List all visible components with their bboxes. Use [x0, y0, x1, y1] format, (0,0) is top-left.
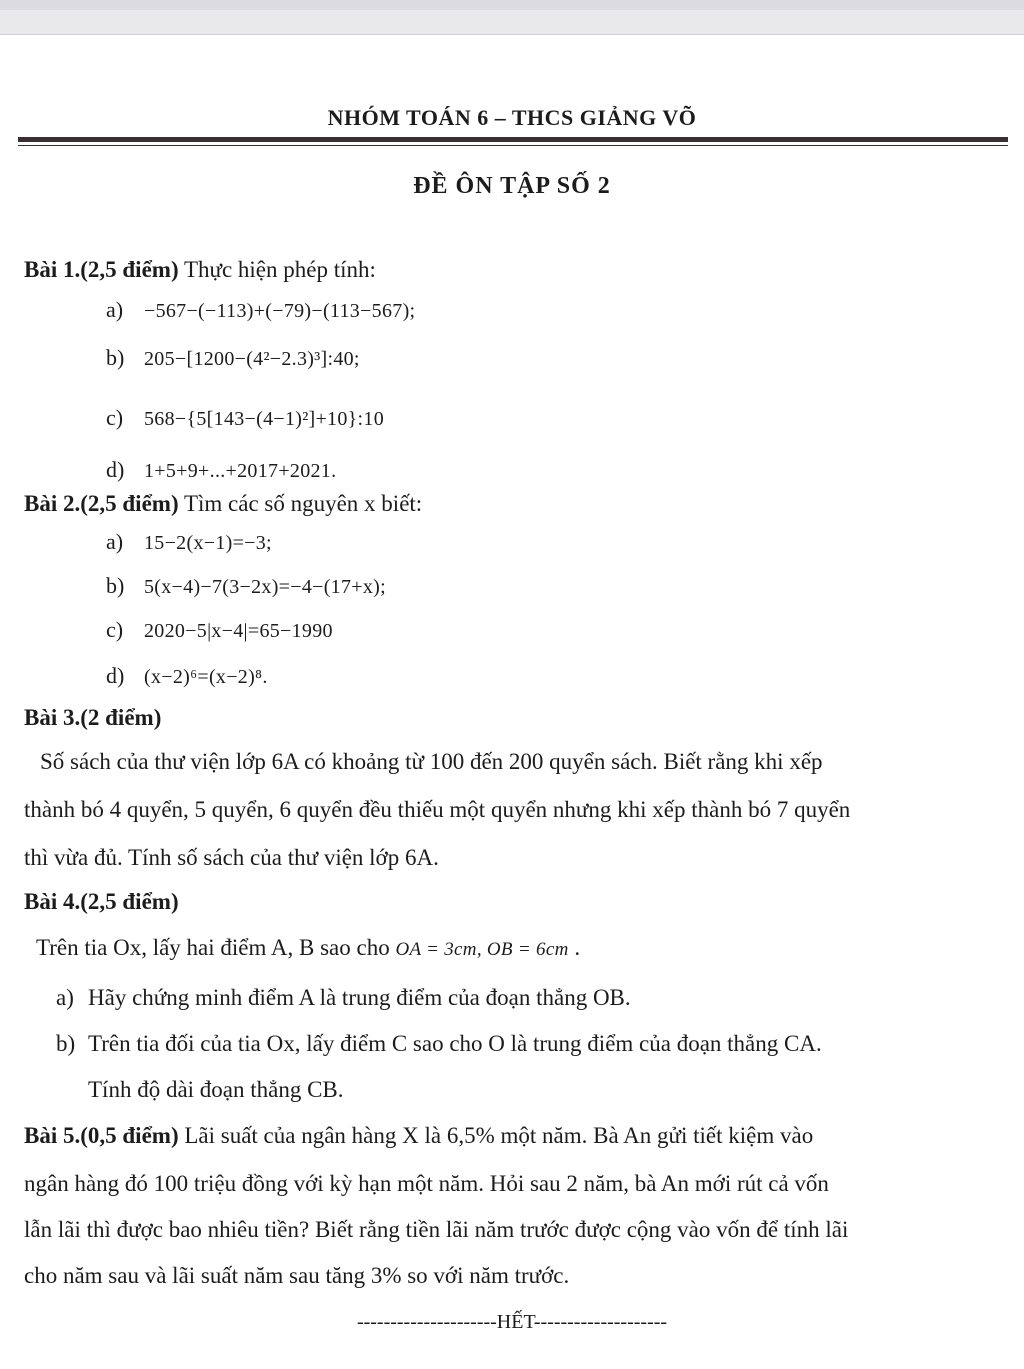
item-text: Hãy chứng minh điểm A là trung điểm của đoạn thẳng OB. [88, 985, 631, 1010]
bai5-heading: Bài 5.(0,5 điểm) [24, 1123, 179, 1148]
bai2-item-d [106, 663, 268, 689]
end-marker: ---------------------HẾT-------------------- [356, 1311, 668, 1333]
bai5-line-1 [24, 1123, 813, 1149]
item-label: c) [106, 405, 124, 430]
bai2-heading-line [24, 491, 422, 517]
bai1-prompt: Thực hiện phép tính: [178, 257, 376, 282]
bai2-prompt: Tìm các số nguyên x biết: [178, 491, 423, 516]
group-header: NHÓM TOÁN 6 – THCS GIẢNG VÕ [327, 105, 697, 130]
bai4-intro-text: Trên tia Ox, lấy hai điểm A, B sao cho [36, 935, 396, 960]
bai3-line-3: thì vừa đủ. Tính số sách của thư viện lớp 6A. [24, 845, 439, 870]
bai4-intro-math: OA = 3cm, OB = 6cm [395, 939, 569, 960]
bai5-line-3: lẫn lãi thì được bao nhiêu tiền? Biết rằng tiền lãi năm trước được cộng vào vốn để tính lãi [24, 1217, 849, 1242]
header-rule-thick [18, 137, 1008, 142]
bai3-line-2: thành bó 4 quyển, 5 quyển, 6 quyển đều thiếu một quyển nhưng khi xếp thành bó 7 quyển [24, 797, 851, 822]
exam-title: ĐỀ ÔN TẬP SỐ 2 [413, 173, 611, 199]
bai1-heading-line [24, 257, 376, 283]
bai1-item-c [106, 405, 384, 431]
item-label: d) [106, 663, 125, 688]
bai2-heading: Bài 2.(2,5 điểm) [24, 491, 179, 516]
bai1-item-b [106, 345, 360, 371]
item-expression: 5(x−4)−7(3−2x)=−4−(17+x); [144, 576, 386, 598]
item-expression: 2020−5|x−4|=65−1990 [144, 620, 333, 642]
bai4-item-b [56, 1031, 822, 1057]
window-top-strip [0, 0, 1024, 10]
item-expression: 205−[1200−(4²−2.3)³]:40; [144, 348, 360, 370]
header-rule-thin [18, 145, 1008, 146]
bai3-line-1: Số sách của thư viện lớp 6A có khoảng từ 100 đến 200 quyển sách. Biết rằng khi xếp [40, 749, 823, 774]
bai2-item-a [106, 529, 272, 555]
bai4-intro-end: . [568, 935, 581, 960]
bai4-intro [36, 935, 580, 961]
item-expression: 1+5+9+...+2017+2021. [144, 460, 337, 482]
bai4-heading-line [24, 889, 179, 915]
bai5-line1-text: Lãi suất của ngân hàng X là 6,5% một năm. Bà An gửi tiết kiệm vào [178, 1123, 814, 1148]
document-page [0, 34, 1024, 1369]
item-expression: (x−2)⁶=(x−2)⁸. [144, 666, 268, 688]
bai5-line-4: cho năm sau và lãi suất năm sau tăng 3% so với năm trước. [24, 1263, 570, 1288]
item-label: c) [106, 617, 124, 642]
item-label: b) [106, 345, 125, 370]
bai1-item-d [106, 457, 336, 483]
item-text: Trên tia đối của tia Ox, lấy điểm C sao cho O là trung điểm của đoạn thẳng CA. [88, 1031, 822, 1056]
bai3-heading-line [24, 705, 161, 731]
item-label: b) [106, 573, 125, 598]
item-label: b) [56, 1031, 76, 1056]
bai4-item-b-cont: Tính độ dài đoạn thẳng CB. [88, 1077, 344, 1102]
item-expression: 568−{5[143−(4−1)²]+10}:10 [144, 408, 385, 430]
item-expression: 15−2(x−1)=−3; [144, 532, 272, 554]
item-label: a) [56, 985, 74, 1010]
item-label: a) [106, 529, 124, 554]
item-label: a) [106, 297, 124, 322]
bai4-item-a [56, 985, 631, 1011]
bai1-item-a [106, 297, 415, 323]
item-label: d) [106, 457, 125, 482]
bai1-heading: Bài 1.(2,5 điểm) [24, 257, 179, 282]
item-expression: −567−(−113)+(−79)−(113−567); [144, 300, 416, 322]
bai2-item-b [106, 573, 386, 599]
bai3-heading: Bài 3.(2 điểm) [24, 705, 162, 730]
bai2-item-c [106, 617, 333, 643]
bai4-heading: Bài 4.(2,5 điểm) [24, 889, 179, 914]
bai5-line-2: ngân hàng đó 100 triệu đồng với kỳ hạn một năm. Hỏi sau 2 năm, bà An mới rút cả vốn [24, 1171, 829, 1196]
